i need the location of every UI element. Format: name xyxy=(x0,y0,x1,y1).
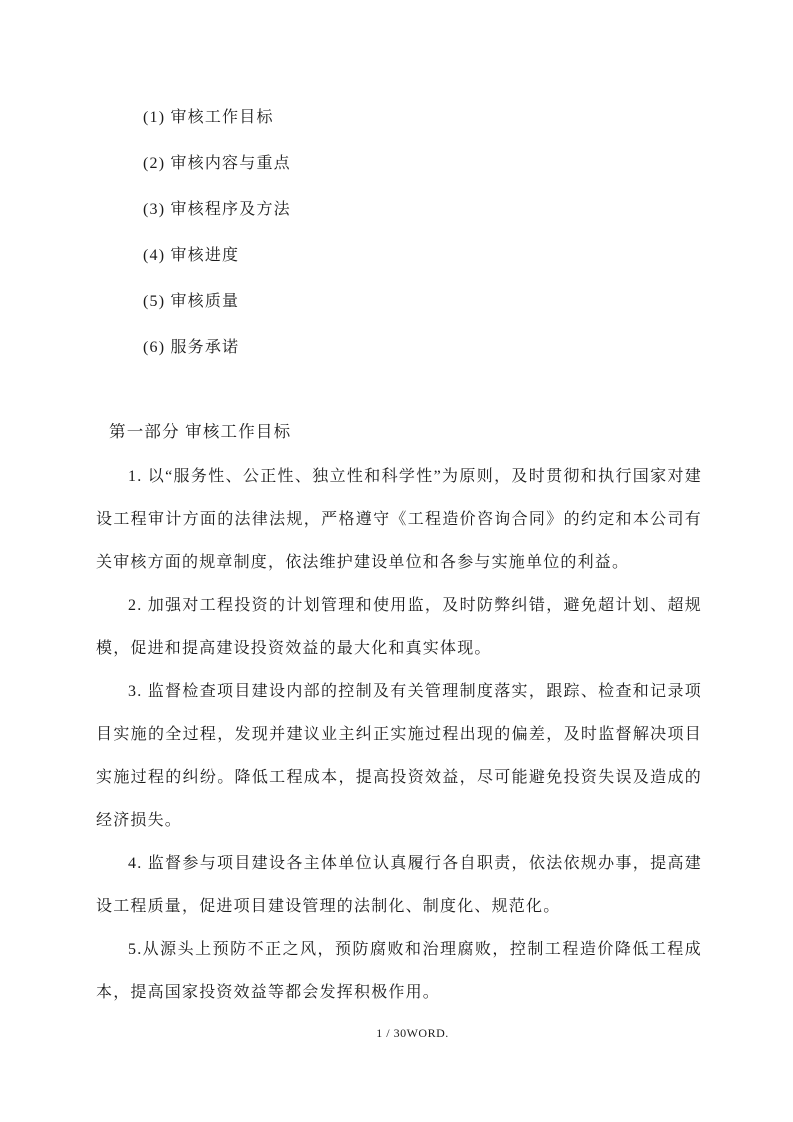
page-number: 1 / 30WORD. xyxy=(376,1026,449,1040)
toc-item: (6) 服务承诺 xyxy=(143,339,240,356)
section-heading: 第一部分 审核工作目标 xyxy=(109,422,292,441)
page-footer xyxy=(0,1026,793,1041)
body-paragraph: 4. 监督参与项目建设各主体单位认真履行各自职责，依法依规办事，提高建设工程质量，促进项目建设管理的法制化、制度化、规范化。 xyxy=(96,855,702,915)
toc-item: (5) 审核质量 xyxy=(143,293,240,310)
toc-item: (2) 审核内容与重点 xyxy=(143,155,291,172)
toc-item: (3) 审核程序及方法 xyxy=(143,201,291,218)
toc-item: (1) 审核工作目标 xyxy=(143,109,274,126)
toc-item: (4) 审核进度 xyxy=(143,247,240,264)
table-of-contents xyxy=(143,95,291,371)
body-paragraph: 3. 监督检查项目建设内部的控制及有关管理制度落实，跟踪、检查和记录项目实施的全过程，发现并建议业主纠正实施过程出现的偏差，及时监督解决项目实施过程的纠纷。降低工程成本，提高投资效益，尽可能避免投资失误及造成的经济损失。 xyxy=(96,683,702,829)
section-body xyxy=(96,455,702,1014)
body-paragraph: 5.从源头上预防不正之风，预防腐败和治理腐败，控制工程造价降低工程成本，提高国家投资效益等都会发挥积极作用。 xyxy=(96,941,702,1001)
body-paragraph: 1. 以“服务性、公正性、独立性和科学性”为原则，及时贯彻和执行国家对建设工程审计方面的法律法规，严格遵守《工程造价咨询合同》的约定和本公司有关审核方面的规章制度，依法维护建设单位和各参与实施单位的利益。 xyxy=(96,468,702,571)
body-paragraph: 2. 加强对工程投资的计划管理和使用监，及时防弊纠错，避免超计划、超规模，促进和提高建设投资效益的最大化和真实体现。 xyxy=(96,597,702,657)
